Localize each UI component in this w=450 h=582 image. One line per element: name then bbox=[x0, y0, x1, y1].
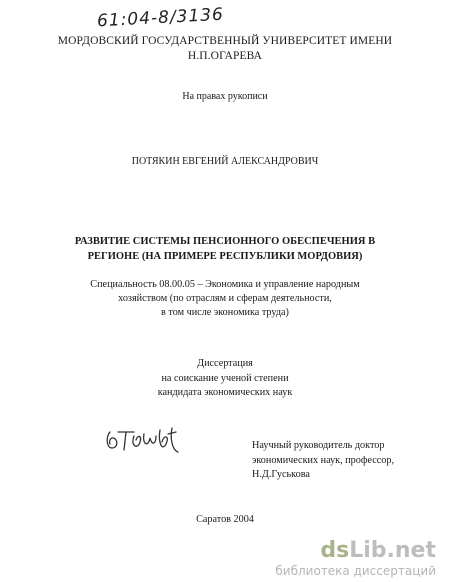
dslib-logo: dsLib.net bbox=[320, 538, 436, 563]
university-name-line1: МОРДОВСКИЙ ГОСУДАРСТВЕННЫЙ УНИВЕРСИТЕТ ИМЕНИ bbox=[57, 35, 393, 47]
watermark-subtitle: библиотека диссертаций bbox=[275, 564, 436, 578]
supervisor-line1: Научный руководитель доктор bbox=[252, 440, 385, 451]
thesis-title-line2: РЕГИОНЕ (НА ПРИМЕРЕ РЕСПУБЛИКИ МОРДОВИЯ) bbox=[87, 251, 363, 262]
dslib-watermark bbox=[275, 540, 436, 578]
degree-line3: кандидата экономических наук bbox=[157, 387, 293, 398]
thesis-title-line1: РАЗВИТИЕ СИСТЕМЫ ПЕНСИОННОГО ОБЕСПЕЧЕНИЯ В bbox=[74, 236, 376, 247]
rights-note: На правах рукописи bbox=[182, 91, 268, 102]
university-name-line2: Н.П.ОГАРЕВА bbox=[187, 50, 263, 62]
specialty-line1: Специальность 08.00.05 – Экономика и управление народным bbox=[90, 279, 360, 290]
specialty-line3: в том числе экономика труда) bbox=[161, 307, 289, 318]
degree-line1: Диссертация bbox=[197, 358, 253, 369]
handwritten-signature bbox=[104, 422, 182, 458]
degree-line2: на соискание ученой степени bbox=[161, 373, 289, 384]
handwritten-archive-code: 61:04-8/3136 bbox=[96, 4, 225, 32]
place-and-year: Саратов 2004 bbox=[196, 514, 254, 525]
supervisor-line2: экономических наук, профессор, bbox=[252, 455, 394, 466]
specialty-line2: хозяйством (по отраслям и сферам деятельности, bbox=[118, 293, 332, 304]
author-name: ПОТЯКИН ЕВГЕНИЙ АЛЕКСАНДРОВИЧ bbox=[131, 156, 319, 167]
supervisor-line3: Н.Д.Гуськова bbox=[252, 469, 310, 480]
